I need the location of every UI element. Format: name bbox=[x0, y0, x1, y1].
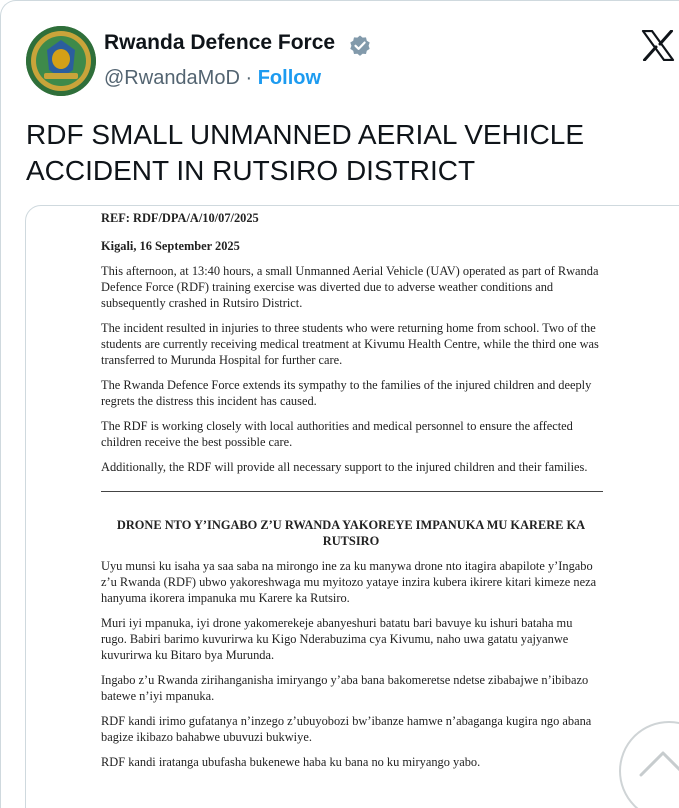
author-handle[interactable]: @RwandaMoD bbox=[104, 67, 240, 89]
author-name[interactable]: Rwanda Defence Force bbox=[104, 31, 336, 54]
document-reference: REF: RDF/DPA/A/10/07/2025 bbox=[101, 211, 259, 225]
paragraph-kin-5: RDF kandi iratanga ubufasha bukenewe haba ku bana no ku miryango yabo. bbox=[101, 755, 481, 769]
paragraph-en-4: The RDF is working closely with local authorities and medical personnel to ensure the affected children receive the best possible care. bbox=[101, 419, 573, 449]
handle-row bbox=[104, 67, 321, 90]
scroll-to-top-button[interactable] bbox=[619, 721, 679, 808]
paragraph-en-5: Additionally, the RDF will provide all necessary support to the injured children and their families. bbox=[101, 460, 588, 474]
paragraph-kin-4: RDF kandi irimo gufatanya n’inzego z’ubuyobozi bw’ibanze hamwe n’abaganga kugira ngo abana bagize ikibazo bahabwe ubuvuzi bukwiye. bbox=[101, 714, 592, 744]
follow-button[interactable]: Follow bbox=[257, 67, 322, 89]
paragraph-kin-1: Uyu munsi ku isaha ya saa saba na mirongo ine za ku manywa drone nto itagira abapilote y’Ingabo z’u Rwanda (RDF) ubwo yakoreshwaga mu myitozo yataye inzira kubera ikirere kitari kimeze neza hanyuma ikorera impanuka mu Karere ka Rutsiro. bbox=[101, 559, 597, 605]
divider bbox=[101, 491, 603, 492]
author-avatar[interactable] bbox=[26, 26, 96, 96]
paragraph-kin-2: Muri iyi mpanuka, iyi drone yakomerekeje abanyeshuri batatu bari bavuye ku ishuri bataha mu rugo. Babiri barimo kuvurirwa ku Kigo Nderabuzima cya Kivumu, naho uwa gatatu yajyanwe kuvurirwa ku Bitaro bya Murunda. bbox=[101, 616, 573, 662]
paragraph-en-1: This afternoon, at 13:40 hours, a small Unmanned Aerial Vehicle (UAV) operated as part of Rwanda Defence Force (RDF) training exercise was diverted due to adverse weather conditions and subsequently crashed in Rutsiro District. bbox=[101, 264, 599, 310]
x-logo-icon[interactable] bbox=[641, 30, 675, 61]
chevron-up-icon bbox=[621, 723, 679, 808]
document-body bbox=[101, 206, 601, 770]
paragraph-en-2: The incident resulted in injuries to three students who were returning home from school. Two of the students are currently receiving medical treatment at Kivumu Health Centre, while the third one was transferred to Murunda Hospital for further care. bbox=[101, 321, 599, 367]
verified-badge-icon bbox=[348, 34, 372, 58]
document-date: Kigali, 16 September 2025 bbox=[101, 239, 240, 253]
tweet-title: RDF SMALL UNMANNED AERIAL VEHICLE ACCIDENT IN RUTSIRO DISTRICT bbox=[26, 119, 585, 186]
paragraph-en-3: The Rwanda Defence Force extends its sympathy to the families of the injured children and deeply regrets the distress this incident has caused. bbox=[101, 378, 592, 408]
separator-dot: · bbox=[245, 67, 253, 89]
kinyarwanda-heading: DRONE NTO Y’INGABO Z’U RWANDA YAKOREYE IMPANUKA MU KARERE KA RUTSIRO bbox=[116, 518, 586, 548]
paragraph-kin-3: Ingabo z’u Rwanda zirihanganisha imiryango y’aba bana bakomeretse ndetse zibabajwe n’ibibazo batewe n’iyi mpanuka. bbox=[101, 673, 589, 703]
document-image[interactable] bbox=[25, 205, 679, 808]
rdf-emblem-icon bbox=[26, 26, 96, 96]
